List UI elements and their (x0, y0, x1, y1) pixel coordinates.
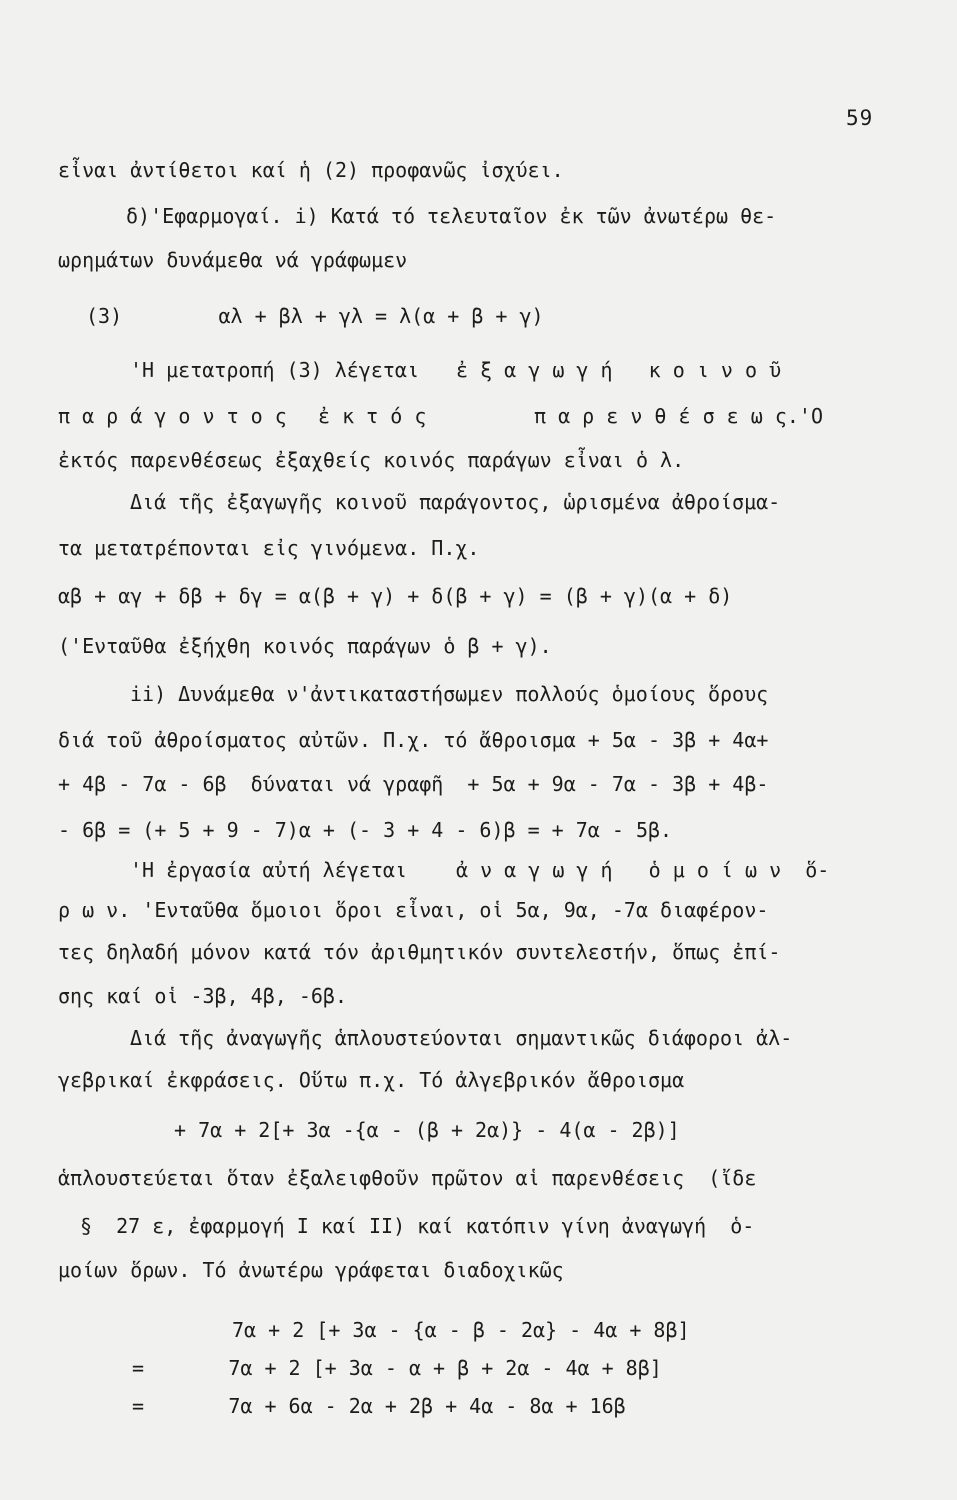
text-line: διά τοῦ ἀθροίσματος αὐτῶν. Π.χ. τό ἄθροισμα + 5α - 3β + 4α+ (58, 728, 769, 752)
text-line: ρ ω ν. 'Ενταῦθα ὅμοιοι ὅροι εἶναι, οἱ 5α, 9α, -7α διαφέρον- (58, 898, 769, 922)
page-number: 59 (846, 106, 874, 130)
text-line: τες δηλαδή μόνον κατά τόν ἀριθμητικόν συντελεστήν, ὅπως ἐπί- (58, 940, 781, 964)
text-line: ('Ενταῦθα ἐξήχθη κοινός παράγων ὁ β + γ). (58, 634, 552, 658)
text-line: 'Η μετατροπή (3) λέγεται (130, 358, 419, 382)
text-line: εἶναι ἀντίθετοι καί ἡ (2) προφανῶς ἰσχύει. (58, 158, 564, 182)
text-line: γεβρικαί ἐκφράσεις. Οὕτω π.χ. Τό ἀλγεβρικόν ἄθροισμα (58, 1068, 685, 1092)
equation-line: + 7α + 2[+ 3α -{α - (β + 2α)} - 4(α - 2β)] (174, 1118, 680, 1142)
equation-line: (3) αλ + βλ + γλ = λ(α + β + γ) (86, 304, 544, 328)
spaced-term: π α ρ ε ν θ έ σ ε ω ς.'Ο (534, 404, 823, 428)
spaced-term: ἐ κ τ ό ς (318, 404, 427, 428)
spaced-term: ἐ ξ α γ ω γ ή κ ο ι ν ο ῦ (456, 358, 782, 382)
equation-line: = 7α + 6α - 2α + 2β + 4α - 8α + 16β (132, 1394, 626, 1418)
text-line: Διά τῆς ἐξαγωγῆς κοινοῦ παράγοντος, ὡρισμένα ἀθροίσμα- (130, 490, 781, 514)
text-line: σης καί οἱ -3β, 4β, -6β. (58, 984, 347, 1008)
text-line: ἐκτός παρενθέσεως ἐξαχθείς κοινός παράγων εἶναι ὁ λ. (58, 448, 685, 472)
text-line: ωρημάτων δυνάμεθα νά γράφωμεν (58, 248, 408, 272)
text-line: § 27 ε, ἐφαρμογή I καί II) καί κατόπιν γίνη ἀναγωγή ὁ- (80, 1214, 755, 1238)
text-line: μοίων ὅρων. Τό ἀνωτέρω γράφεται διαδοχικῶς (58, 1258, 564, 1282)
text-line: ἁπλουστεύεται ὅταν ἐξαλειφθοῦν πρῶτον αἱ παρενθέσεις (ἴδε (58, 1166, 757, 1190)
text-line: ii) Δυνάμεθα ν'ἀντικαταστήσωμεν πολλούς ὁμοίους ὅρους (130, 682, 769, 706)
text-line: + 4β - 7α - 6β δύναται νά γραφῆ + 5α + 9α - 7α - 3β + 4β- (58, 772, 769, 796)
text-line: τα μετατρέπονται εἰς γινόμενα. Π.χ. (58, 536, 480, 560)
spaced-term: π α ρ ά γ ο ν τ ο ς (58, 404, 287, 428)
equation-line: = 7α + 2 [+ 3α - α + β + 2α - 4α + 8β] (132, 1356, 662, 1380)
text-line: δ)'Εφαρμογαί. i) Κατά τό τελευταῖον ἐκ τῶν ἀνωτέρω θε- (126, 204, 777, 228)
spaced-term: ἀ ν α γ ω γ ή ὁ μ ο ί ω ν ὅ- (456, 858, 830, 882)
equation-line: - 6β = (+ 5 + 9 - 7)α + (- 3 + 4 - 6)β = + 7α - 5β. (58, 818, 673, 842)
equation-line: 7α + 2 [+ 3α - {α - β - 2α} - 4α + 8β] (232, 1318, 690, 1342)
text-line: Διά τῆς ἀναγωγῆς ἁπλουστεύονται σημαντικῶς διάφοροι ἀλ- (130, 1026, 793, 1050)
text-line: 'Η ἐργασία αὐτή λέγεται (130, 858, 407, 882)
equation-line: αβ + αγ + δβ + δγ = α(β + γ) + δ(β + γ) = (β + γ)(α + δ) (58, 584, 733, 608)
